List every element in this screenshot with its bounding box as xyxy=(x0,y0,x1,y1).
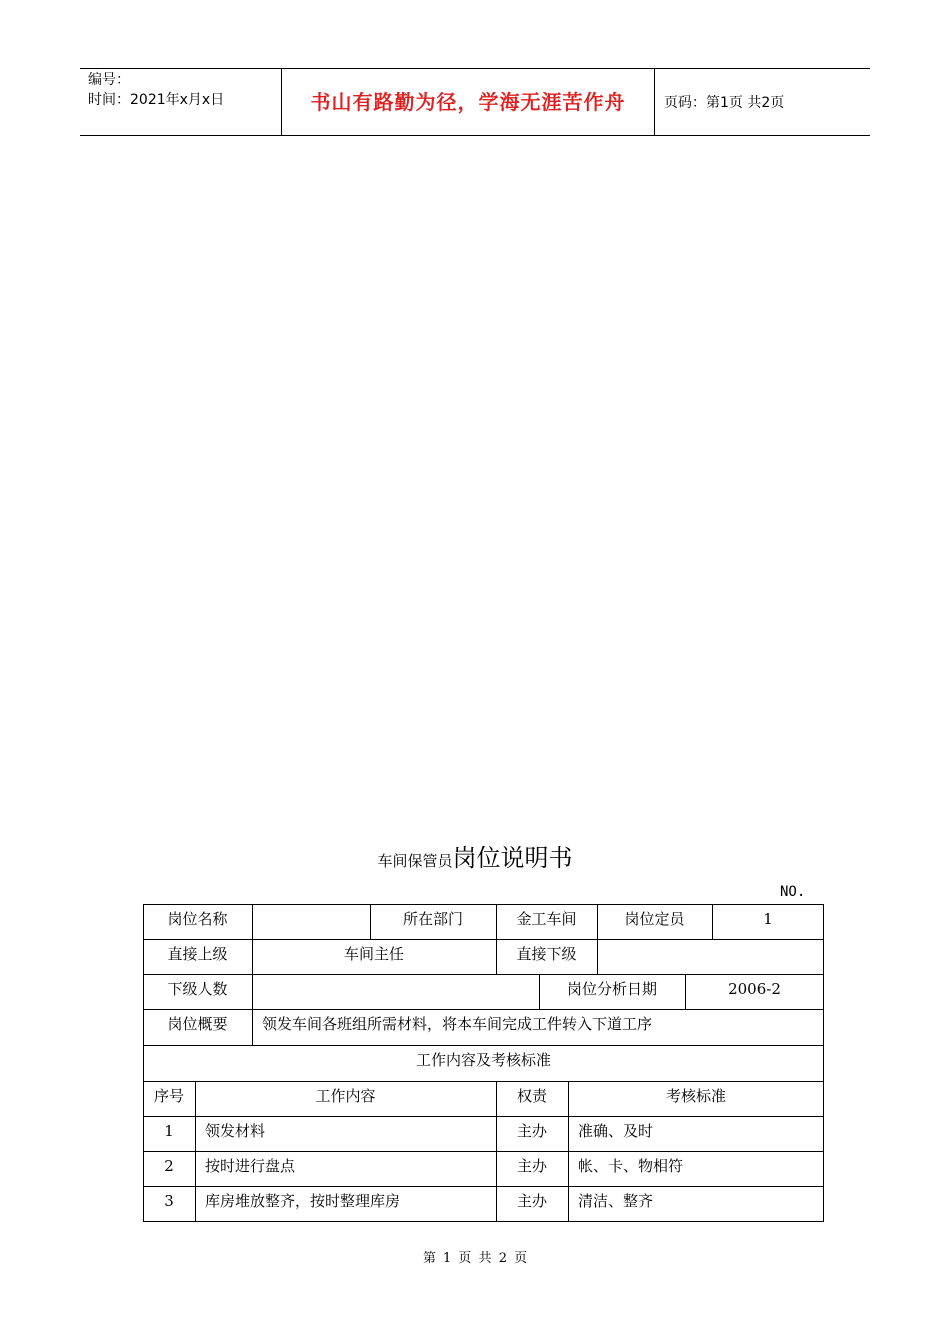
header-motto: 书山有路勤为径，学海无涯苦作舟 xyxy=(310,90,626,114)
subordinate-count-value xyxy=(252,974,539,1009)
row-standard: 帐、卡、物相符 xyxy=(578,1157,684,1175)
staffing-label: 岗位定员 xyxy=(624,910,685,928)
column-header-no: 序号 xyxy=(153,1087,184,1105)
row-content: 领发材料 xyxy=(205,1122,266,1140)
row-standard: 清洁、整齐 xyxy=(578,1192,654,1210)
column-header-content: 工作内容 xyxy=(315,1087,376,1105)
post-name-value xyxy=(252,904,370,939)
subordinate-value xyxy=(597,939,824,974)
row-number: 2 xyxy=(164,1157,174,1175)
document-title xyxy=(0,838,950,873)
analysis-date-label: 岗位分析日期 xyxy=(566,980,657,998)
summary-label: 岗位概要 xyxy=(167,1015,228,1033)
page-footer: 第 1 页 共 2 页 xyxy=(422,1251,528,1266)
post-name-label: 岗位名称 xyxy=(167,910,228,928)
header-page-info: 页码：第1页 共2页 xyxy=(664,95,785,111)
summary-value: 领发车间各班组所需材料，将本车间完成工件转入下道工序 xyxy=(262,1015,653,1033)
row-duty: 主办 xyxy=(516,1192,547,1210)
superior-value: 车间主任 xyxy=(343,945,404,963)
title-main: 岗位说明书 xyxy=(452,844,573,872)
doc-time-label: 时间：2021年x月x日 xyxy=(88,92,225,108)
row-content: 按时进行盘点 xyxy=(205,1157,296,1175)
subordinate-count-label: 下级人数 xyxy=(167,980,228,998)
staffing-value: 1 xyxy=(763,910,773,928)
row-content: 库房堆放整齐，按时整理库房 xyxy=(205,1192,401,1210)
title-prefix: 车间保管员 xyxy=(377,852,453,870)
number-label: NO. xyxy=(780,884,806,900)
header-bottom-border xyxy=(80,135,870,136)
row-number: 1 xyxy=(164,1122,174,1140)
row-standard: 准确、及时 xyxy=(578,1122,654,1140)
column-header-standard: 考核标准 xyxy=(665,1087,726,1105)
header-divider-right xyxy=(654,68,655,136)
row-duty: 主办 xyxy=(516,1157,547,1175)
header-top-border xyxy=(80,68,870,69)
superior-label: 直接上级 xyxy=(167,945,228,963)
subordinate-label: 直接下级 xyxy=(516,945,577,963)
doc-number-label: 编号： xyxy=(88,72,130,88)
row-number: 3 xyxy=(164,1192,174,1210)
header-meta xyxy=(88,70,278,110)
department-label: 所在部门 xyxy=(402,910,463,928)
row-duty: 主办 xyxy=(516,1122,547,1140)
column-header-duty: 权责 xyxy=(516,1087,547,1105)
analysis-date-value: 2006-2 xyxy=(728,980,781,998)
department-value: 金工车间 xyxy=(516,910,577,928)
section-title: 工作内容及考核标准 xyxy=(415,1051,551,1069)
